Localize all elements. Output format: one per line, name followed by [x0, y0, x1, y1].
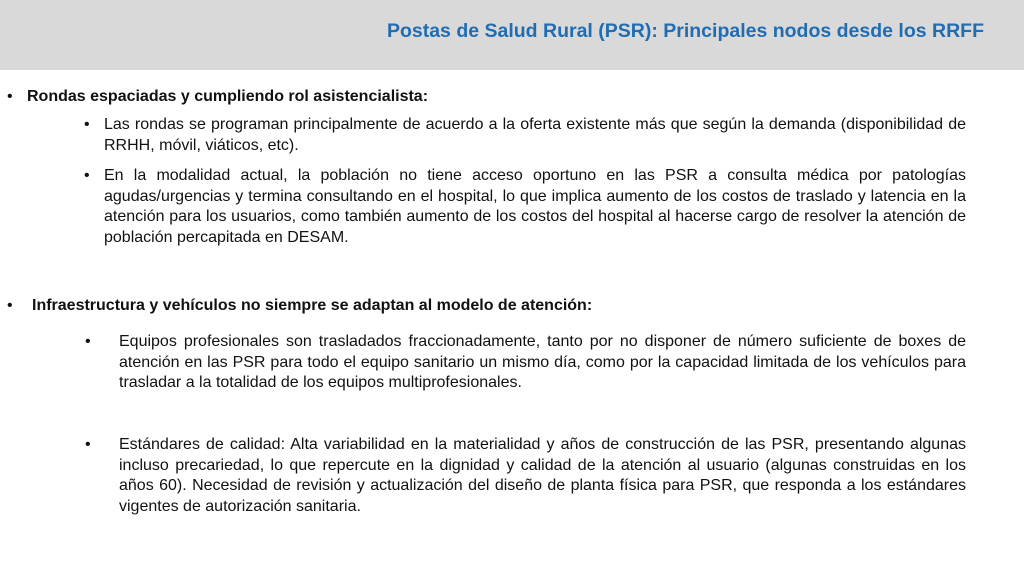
- bullet-item: [85, 332, 966, 394]
- bullet-text: En la modalidad actual, la población no tiene acceso oportuno en las PSR a consulta médica por patologías agudas/urgencias y termina consultando en el hospital, lo que implica aumento de los costos de traslado y latencia en la atención para los usuarios, como también aumento de los costos del hospital al hacerse cargo de resolver la atención de población percapitada en DESAM.: [104, 167, 966, 246]
- section-heading: [7, 87, 429, 107]
- section-heading-text: Infraestructura y vehículos no siempre se adaptan al modelo de atención:: [32, 297, 593, 314]
- bullet-icon: •: [85, 436, 91, 453]
- bullet-text: Las rondas se programan principalmente de acuerdo a la oferta existente más que según la demanda (disponibilidad de RRHH, móvil, viáticos, etc).: [104, 116, 966, 154]
- bullet-text: Estándares de calidad: Alta variabilidad en la materialidad y años de construcción de las PSR, presentando algunas incluso precariedad, lo que repercute en la dignidad y calidad de la atención al usuario (algunas construidas en los años 60). Necesidad de revisión y actualización del diseño de planta física para PSR, que responda a los estándares vigentes de autorización sanitaria.: [119, 436, 966, 515]
- bullet-icon: •: [84, 116, 90, 133]
- bullet-icon: •: [85, 333, 91, 350]
- bullet-icon: •: [84, 167, 90, 184]
- bullet-icon: •: [7, 88, 13, 105]
- section-heading: [7, 296, 593, 316]
- bullet-item: [85, 435, 966, 517]
- slide-title: Postas de Salud Rural (PSR): Principales nodos desde los RRFF: [386, 20, 984, 42]
- bullet-icon: •: [7, 297, 13, 314]
- bullet-text: Equipos profesionales son trasladados fraccionadamente, tanto por no disponer de número suficiente de boxes de atención en las PSR para todo el equipo sanitario un mismo día, como por la capacidad limitada de los vehículos para trasladar a la totalidad de los equipos multiprofesionales.: [119, 333, 966, 391]
- bullet-item: [84, 115, 966, 156]
- bullet-item: [84, 166, 966, 248]
- section-heading-text: Rondas espaciadas y cumpliendo rol asistencialista:: [27, 88, 429, 105]
